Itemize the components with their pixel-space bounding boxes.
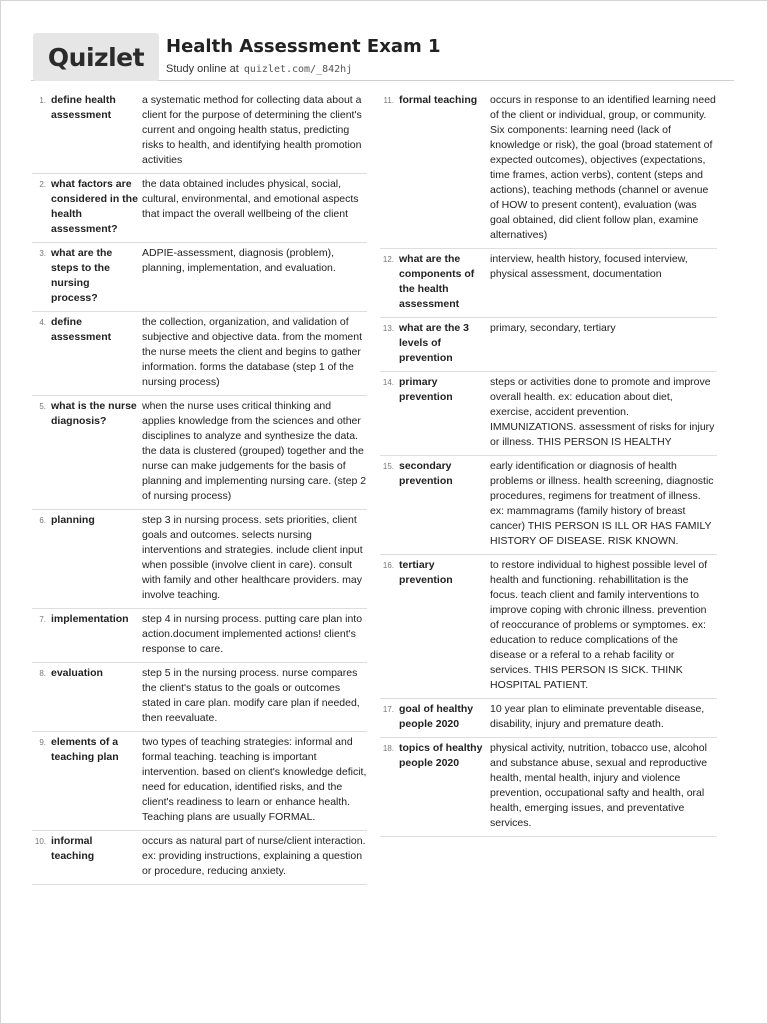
card-number: 13. xyxy=(382,324,394,333)
card-definition: early identification or diagnosis of health problems or illness. health screening, diagnostic procedures, regimens for treatment of illness. ex: mammagrams (family history of breast cancer) THIS PERSON IS ILL OR HAS FAMILY HISTORY OF DISEASE. RISK KNOWN. xyxy=(490,460,714,547)
card-term: elements of a teaching plan xyxy=(51,736,119,763)
card-definition: primary, secondary, tertiary xyxy=(490,322,616,334)
card-term: define health assessment xyxy=(51,94,116,121)
card-definition: the collection, organization, and validation of subjective and objective data. from the moment the nurse meets the client and begins to gather information. forms the database (step 1 of the nursing process) xyxy=(142,316,363,388)
flashcard-row xyxy=(380,699,717,738)
card-term: implementation xyxy=(51,613,129,625)
card-number: 10. xyxy=(34,837,46,846)
card-number: 11. xyxy=(383,96,394,105)
quizlet-logo[interactable] xyxy=(33,33,159,81)
study-url-link[interactable]: quizlet.com/_842hj xyxy=(243,64,353,75)
card-definition: two types of teaching strategies: informal and formal teaching. teaching is important intervention. based on client's knowledge deficit, need for education, identified risks, and the client's readiness to learn or enhance health. Teaching plans are usually FORMAL. xyxy=(142,736,367,823)
card-number: 3. xyxy=(39,249,46,258)
header xyxy=(31,33,734,81)
card-definition: ADPIE-assessment, diagnosis (problem), planning, implementation, and evaluation. xyxy=(142,247,336,274)
flashcard-row xyxy=(380,318,717,372)
flashcard-row xyxy=(32,312,367,396)
flashcard-row xyxy=(380,372,717,456)
card-definition: a systematic method for collecting data about a client for the purpose of determining the client's current and ongoing health status, predicting risks to health, and identifying health promotion activities xyxy=(142,94,362,166)
flashcard-row xyxy=(32,609,367,663)
logo-text: Quizlet xyxy=(47,42,145,72)
card-number: 17. xyxy=(382,705,394,714)
card-number: 18. xyxy=(382,744,394,753)
card-term: what are the components of the health assessment xyxy=(399,253,475,310)
card-definition: occurs as natural part of nurse/client interaction. ex: providing instructions, explaining a question or procedure, reducing anxiety. xyxy=(142,835,366,877)
flashcard-row xyxy=(32,243,367,312)
card-definition: when the nurse uses critical thinking and applies knowledge from the sciences and other disciplines to analyze and synthesize the data. the data is clustered (grouped) together and the nurse can make judgements for the basis of planning and implementing nursing care. (step 2 of nursing process) xyxy=(142,400,367,502)
card-definition: steps or activities done to promote and improve overall health. ex: education about diet, exercise, accident prevention. IMMUNIZATIONS. assessment of risks for injury or illness. THIS PERSON IS HEALTHY xyxy=(490,376,715,448)
card-term: what are the steps to the nursing process? xyxy=(51,247,113,304)
card-definition: to restore individual to highest possible level of health and functioning. rehabillitation is the focus. teach client and family interventions to improve coping with chronic illness. prevention of reoccurance of problems or symptomes. ex: education to reduce complications of the disease or a referal to a rehab facility or services. THIS PERSON IS SICK. THINK HOSPITAL PATIENT. xyxy=(490,559,708,691)
card-term: define assessment xyxy=(51,316,112,343)
card-definition: occurs in response to an identified learning need of the client or individual, group, or community. Six components: learning need (lack of knowledge or risk), the goal (broad statement of expected outcomes), objectives (expectations, time frames, action verbs), content (steps and actions), teaching methods (channel or avenue of HOW to present content), evaluation (was goal obtained, did client follow plan, examine alternatives) xyxy=(490,94,716,241)
left-column xyxy=(32,90,367,885)
card-number: 8. xyxy=(39,669,46,678)
flashcard-row xyxy=(32,510,367,609)
card-definition: the data obtained includes physical, social, cultural, environmental, and emotional aspects that impact the overall wellbeing of the client xyxy=(142,178,359,220)
card-term: goal of healthy people 2020 xyxy=(399,703,474,730)
card-number: 7. xyxy=(39,615,46,624)
card-definition: step 5 in the nursing process. nurse compares the client's status to the goals or outcomes stated in care plan. modify care plan if needed, then reevaluate. xyxy=(142,667,360,724)
flashcard-row xyxy=(380,738,717,837)
card-term: what are the 3 levels of prevention xyxy=(399,322,470,364)
card-term: tertiary prevention xyxy=(399,559,453,586)
card-number: 16. xyxy=(382,561,394,570)
card-number: 1. xyxy=(39,96,46,105)
flashcard-row xyxy=(380,456,717,555)
card-number: 6. xyxy=(39,516,46,525)
card-term: what factors are considered in the health assessment? xyxy=(51,178,138,235)
card-term: topics of healthy people 2020 xyxy=(399,742,483,769)
card-term: planning xyxy=(51,514,95,526)
study-online-line xyxy=(166,63,352,75)
card-term: formal teaching xyxy=(399,94,478,106)
card-definition: step 3 in nursing process. sets priorities, client goals and outcomes. selects nursing interventions and strategies. include client input when possible (involve client in care). consult with family and other healthcare providers. may involve teaching. xyxy=(142,514,363,601)
flashcard-row xyxy=(380,555,717,699)
flashcard-row xyxy=(380,90,717,249)
page-title: Health Assessment Exam 1 xyxy=(166,36,441,57)
flashcard-row xyxy=(32,732,367,831)
card-number: 4. xyxy=(39,318,46,327)
flashcard-row xyxy=(380,249,717,318)
card-number: 2. xyxy=(39,180,46,189)
card-number: 9. xyxy=(39,738,46,747)
study-prefix: Study online at xyxy=(166,63,239,75)
card-number: 15. xyxy=(382,462,394,471)
flashcard-row xyxy=(32,831,367,885)
card-definition: 10 year plan to eliminate preventable disease, disability, injury and premature death. xyxy=(490,703,705,730)
flashcard-row xyxy=(32,396,367,510)
card-term: informal teaching xyxy=(51,835,95,862)
card-definition: interview, health history, focused interview, physical assessment, documentation xyxy=(490,253,688,280)
flashcard-row xyxy=(32,90,367,174)
card-number: 14. xyxy=(382,378,394,387)
card-definition: physical activity, nutrition, tobacco use, alcohol and substance abuse, sexual and reproductive health, mental health, injury and violence prevention, occupational safty and health, oral health, emerging issues, and preventative services. xyxy=(490,742,708,829)
card-number: 5. xyxy=(39,402,46,411)
card-term: secondary prevention xyxy=(399,460,453,487)
card-term: primary prevention xyxy=(399,376,453,403)
card-number: 12. xyxy=(382,255,394,264)
card-term: what is the nurse diagnosis? xyxy=(51,400,137,427)
right-column xyxy=(380,90,717,837)
card-term: evaluation xyxy=(51,667,103,679)
flashcard-row xyxy=(32,663,367,732)
flashcard-row xyxy=(32,174,367,243)
card-definition: step 4 in nursing process. putting care plan into action.document implemented actions! client's response to care. xyxy=(142,613,363,655)
